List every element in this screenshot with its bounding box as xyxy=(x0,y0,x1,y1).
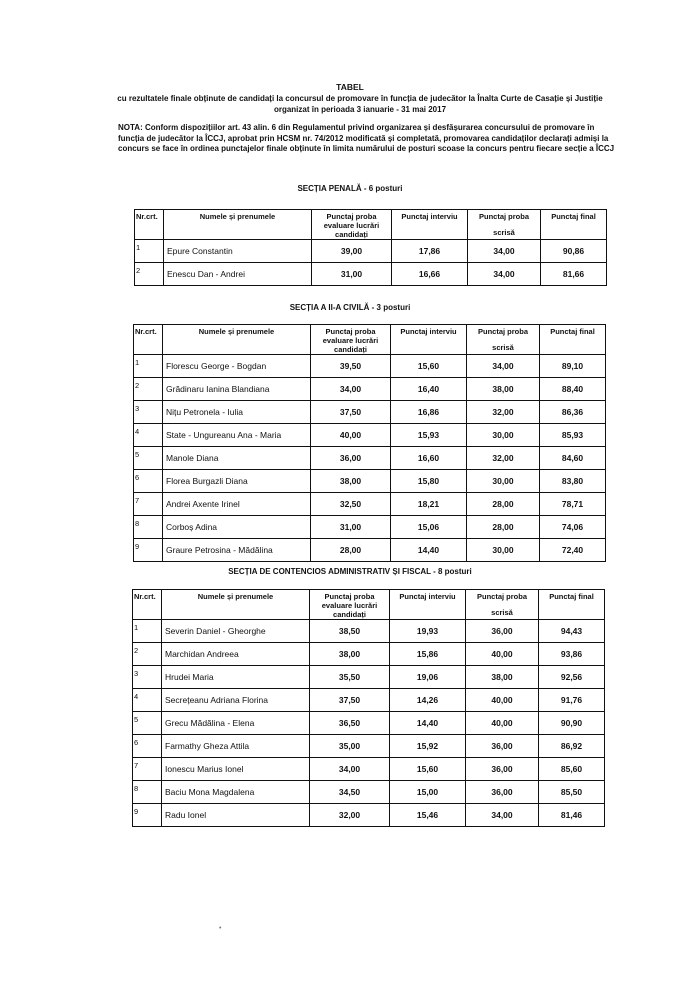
page-mark: • xyxy=(219,925,222,932)
score-interviu: 17,86 xyxy=(392,240,468,263)
table-row xyxy=(133,758,605,781)
score-final: 85,60 xyxy=(539,758,605,781)
table-row xyxy=(133,712,605,735)
score-scrisa: 28,00 xyxy=(467,516,540,539)
table-row xyxy=(134,470,606,493)
table-row xyxy=(133,735,605,758)
score-final: 81,46 xyxy=(539,804,605,827)
score-scrisa: 40,00 xyxy=(466,689,539,712)
table-row xyxy=(135,240,607,263)
score-final: 86,36 xyxy=(540,401,606,424)
score-proba: 38,00 xyxy=(311,470,391,493)
score-proba: 35,50 xyxy=(310,666,390,689)
score-final: 93,86 xyxy=(539,643,605,666)
col-header-scrisa-line2: scrisă xyxy=(493,228,515,237)
row-number: 3 xyxy=(133,666,162,689)
col-header-proba xyxy=(312,210,392,240)
candidate-name: Enescu Dan - Andrei xyxy=(164,263,312,286)
score-final: 85,50 xyxy=(539,781,605,804)
score-proba: 37,50 xyxy=(310,689,390,712)
regulation-note: NOTA: Conform dispozițiilor art. 43 alin. 6 din Regulamentul privind organizarea și desfășurarea concursului de promovare în funcția de judecător la ÎCCJ, aprobat prin HCSM nr. 74/2012 modificată și completată, promovarea candidaților declarați admiși la concurs se face în ordinea punctajelor finale obținute în limita numărului de posturi scoase la concurs pentru fiecare secție a ÎCCJ xyxy=(118,123,615,153)
score-proba: 34,00 xyxy=(310,758,390,781)
score-final: 91,76 xyxy=(539,689,605,712)
col-header-final: Punctaj final xyxy=(539,590,605,620)
score-interviu: 15,80 xyxy=(391,470,467,493)
score-interviu: 19,93 xyxy=(390,620,466,643)
candidate-name: State - Ungureanu Ana - Maria xyxy=(163,424,311,447)
col-header-proba-line3: candidați xyxy=(333,610,366,619)
score-scrisa: 40,00 xyxy=(466,643,539,666)
score-final: 74,06 xyxy=(540,516,606,539)
candidate-name: Baciu Mona Magdalena xyxy=(162,781,310,804)
results-table xyxy=(132,589,605,827)
score-interviu: 15,00 xyxy=(390,781,466,804)
score-scrisa: 32,00 xyxy=(467,447,540,470)
candidate-name: Grecu Mădălina - Elena xyxy=(162,712,310,735)
row-number: 1 xyxy=(135,240,164,263)
candidate-name: Manole Diana xyxy=(163,447,311,470)
score-interviu: 15,93 xyxy=(391,424,467,447)
score-scrisa: 30,00 xyxy=(467,424,540,447)
col-header-name: Numele și prenumele xyxy=(162,590,310,620)
row-number: 6 xyxy=(133,735,162,758)
col-header-interviu: Punctaj interviu xyxy=(391,325,467,355)
score-scrisa: 28,00 xyxy=(467,493,540,516)
table-row xyxy=(133,643,605,666)
table-row xyxy=(134,355,606,378)
col-header-proba xyxy=(310,590,390,620)
candidate-name: Florea Burgazli Diana xyxy=(163,470,311,493)
table-row xyxy=(134,378,606,401)
table-row xyxy=(133,804,605,827)
score-interviu: 14,26 xyxy=(390,689,466,712)
score-proba: 36,00 xyxy=(311,447,391,470)
row-number: 9 xyxy=(134,539,163,562)
row-number: 2 xyxy=(133,643,162,666)
table-header-row xyxy=(135,210,607,240)
candidate-name: Florescu George - Bogdan xyxy=(163,355,311,378)
col-header-nr: Nr.crt. xyxy=(135,210,164,240)
results-table xyxy=(133,324,606,562)
table-row xyxy=(135,263,607,286)
col-header-proba-line2: evaluare lucrări xyxy=(323,221,380,230)
col-header-interviu: Punctaj interviu xyxy=(392,210,468,240)
score-proba: 35,00 xyxy=(310,735,390,758)
candidate-name: Andrei Axente Irinel xyxy=(163,493,311,516)
score-proba: 39,00 xyxy=(312,240,392,263)
col-header-scrisa-line1: Punctaj proba xyxy=(477,327,528,336)
score-scrisa: 32,00 xyxy=(467,401,540,424)
row-number: 1 xyxy=(133,620,162,643)
candidate-name: Graure Petrosina - Mădălina xyxy=(163,539,311,562)
document-title: TABEL xyxy=(336,82,364,92)
col-header-interviu: Punctaj interviu xyxy=(390,590,466,620)
row-number: 4 xyxy=(133,689,162,712)
score-scrisa: 34,00 xyxy=(468,263,541,286)
score-scrisa: 40,00 xyxy=(466,712,539,735)
score-interviu: 15,60 xyxy=(391,355,467,378)
col-header-proba-line3: candidați xyxy=(335,230,368,239)
col-header-scrisa xyxy=(467,325,540,355)
col-header-proba-line1: Punctaj proba xyxy=(324,592,375,601)
col-header-scrisa-line2: scrisă xyxy=(492,343,514,352)
row-number: 2 xyxy=(135,263,164,286)
score-proba: 40,00 xyxy=(311,424,391,447)
col-header-scrisa-line2: scrisă xyxy=(491,608,513,617)
score-final: 90,86 xyxy=(541,240,607,263)
table-row xyxy=(134,516,606,539)
row-number: 5 xyxy=(133,712,162,735)
score-proba: 34,00 xyxy=(311,378,391,401)
score-interviu: 15,60 xyxy=(390,758,466,781)
row-number: 1 xyxy=(134,355,163,378)
col-header-scrisa xyxy=(468,210,541,240)
col-header-nr: Nr.crt. xyxy=(133,590,162,620)
score-proba: 38,50 xyxy=(310,620,390,643)
score-final: 92,56 xyxy=(539,666,605,689)
table-row xyxy=(134,401,606,424)
table-row xyxy=(133,689,605,712)
score-final: 84,60 xyxy=(540,447,606,470)
candidate-name: Farmathy Gheza Attila xyxy=(162,735,310,758)
section-title-contencios: SECȚIA DE CONTENCIOS ADMINISTRATIV ȘI FISCAL - 8 posturi xyxy=(228,567,472,576)
col-header-name: Numele și prenumele xyxy=(164,210,312,240)
score-scrisa: 36,00 xyxy=(466,758,539,781)
document-subtitle: cu rezultatele finale obținute de candidați la concursul de promovare în funcția de judecător la Înalta Curte de Casație și Justiție organizat în perioada 3 ianuarie - 31 mai 2017 xyxy=(117,94,603,114)
score-interviu: 15,46 xyxy=(390,804,466,827)
table-row xyxy=(133,666,605,689)
section-title-civila: SECȚIA A II-A CIVILĂ - 3 posturi xyxy=(289,303,411,312)
score-final: 83,80 xyxy=(540,470,606,493)
table-row xyxy=(134,493,606,516)
table-header-row xyxy=(133,590,605,620)
candidate-name: Grădinaru Ianina Blandiana xyxy=(163,378,311,401)
score-final: 81,66 xyxy=(541,263,607,286)
score-proba: 36,50 xyxy=(310,712,390,735)
score-proba: 37,50 xyxy=(311,401,391,424)
score-scrisa: 34,00 xyxy=(466,804,539,827)
score-final: 89,10 xyxy=(540,355,606,378)
score-scrisa: 38,00 xyxy=(466,666,539,689)
score-scrisa: 36,00 xyxy=(466,735,539,758)
score-proba: 31,00 xyxy=(312,263,392,286)
table-header-row xyxy=(134,325,606,355)
score-scrisa: 34,00 xyxy=(468,240,541,263)
score-interviu: 19,06 xyxy=(390,666,466,689)
row-number: 7 xyxy=(134,493,163,516)
col-header-proba-line3: candidați xyxy=(334,345,367,354)
score-proba: 32,00 xyxy=(310,804,390,827)
candidate-name: Epure Constantin xyxy=(164,240,312,263)
score-scrisa: 30,00 xyxy=(467,539,540,562)
table-row xyxy=(134,424,606,447)
row-number: 8 xyxy=(134,516,163,539)
section-title-penala: SECȚIA PENALĂ - 6 posturi xyxy=(297,184,403,193)
table-row xyxy=(134,539,606,562)
score-final: 78,71 xyxy=(540,493,606,516)
score-scrisa: 30,00 xyxy=(467,470,540,493)
score-interviu: 16,86 xyxy=(391,401,467,424)
col-header-scrisa-line1: Punctaj proba xyxy=(478,212,529,221)
col-header-proba-line2: evaluare lucrări xyxy=(322,336,379,345)
candidate-name: Severin Daniel - Gheorghe xyxy=(162,620,310,643)
row-number: 5 xyxy=(134,447,163,470)
score-proba: 28,00 xyxy=(311,539,391,562)
row-number: 8 xyxy=(133,781,162,804)
score-interviu: 16,40 xyxy=(391,378,467,401)
col-header-proba-line2: evaluare lucrări xyxy=(321,601,378,610)
score-final: 85,93 xyxy=(540,424,606,447)
col-header-final: Punctaj final xyxy=(540,325,606,355)
score-proba: 39,50 xyxy=(311,355,391,378)
results-table xyxy=(134,209,607,286)
score-proba: 38,00 xyxy=(310,643,390,666)
score-interviu: 15,06 xyxy=(391,516,467,539)
candidate-name: Secrețeanu Adriana Florina xyxy=(162,689,310,712)
score-scrisa: 34,00 xyxy=(467,355,540,378)
candidate-name: Corboș Adina xyxy=(163,516,311,539)
col-header-scrisa xyxy=(466,590,539,620)
score-interviu: 16,60 xyxy=(391,447,467,470)
score-interviu: 18,21 xyxy=(391,493,467,516)
score-final: 86,92 xyxy=(539,735,605,758)
candidate-name: Radu Ionel xyxy=(162,804,310,827)
score-proba: 32,50 xyxy=(311,493,391,516)
candidate-name: Nițu Petronela - Iulia xyxy=(163,401,311,424)
candidate-name: Marchidan Andreea xyxy=(162,643,310,666)
col-header-proba-line1: Punctaj proba xyxy=(325,327,376,336)
col-header-final: Punctaj final xyxy=(541,210,607,240)
score-scrisa: 38,00 xyxy=(467,378,540,401)
col-header-proba xyxy=(311,325,391,355)
row-number: 9 xyxy=(133,804,162,827)
score-final: 72,40 xyxy=(540,539,606,562)
row-number: 4 xyxy=(134,424,163,447)
row-number: 2 xyxy=(134,378,163,401)
score-proba: 34,50 xyxy=(310,781,390,804)
score-final: 94,43 xyxy=(539,620,605,643)
row-number: 3 xyxy=(134,401,163,424)
score-scrisa: 36,00 xyxy=(466,781,539,804)
table-row xyxy=(133,620,605,643)
table-row xyxy=(134,447,606,470)
score-scrisa: 36,00 xyxy=(466,620,539,643)
score-proba: 31,00 xyxy=(311,516,391,539)
score-interviu: 16,66 xyxy=(392,263,468,286)
candidate-name: Ionescu Marius Ionel xyxy=(162,758,310,781)
score-interviu: 15,92 xyxy=(390,735,466,758)
score-interviu: 15,86 xyxy=(390,643,466,666)
col-header-nr: Nr.crt. xyxy=(134,325,163,355)
col-header-name: Numele și prenumele xyxy=(163,325,311,355)
row-number: 6 xyxy=(134,470,163,493)
row-number: 7 xyxy=(133,758,162,781)
candidate-name: Hrudei Maria xyxy=(162,666,310,689)
score-final: 88,40 xyxy=(540,378,606,401)
score-final: 90,90 xyxy=(539,712,605,735)
col-header-scrisa-line1: Punctaj proba xyxy=(476,592,527,601)
score-interviu: 14,40 xyxy=(391,539,467,562)
col-header-proba-line1: Punctaj proba xyxy=(326,212,377,221)
table-row xyxy=(133,781,605,804)
score-interviu: 14,40 xyxy=(390,712,466,735)
